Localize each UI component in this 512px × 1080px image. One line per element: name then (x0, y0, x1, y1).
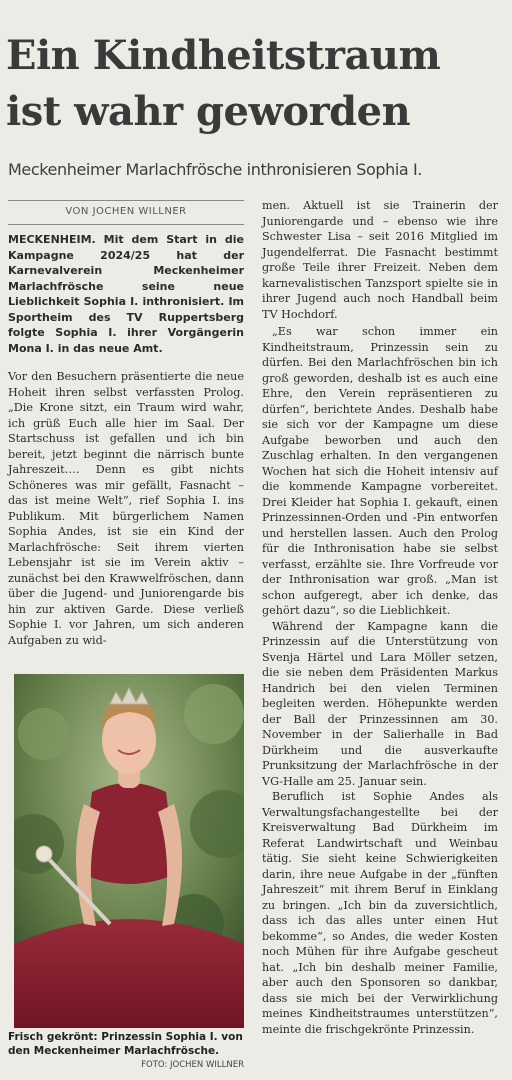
body-paragraph: Während der Kampagne kann die Prinzessin auf die Unterstützung von Svenja Härtel und Lara Möller setzen, die sie neben dem Präsidenten Markus Handrich bei den vielen Terminen begleiten werden. Höhepunkte werden der Ball der Prinzessinnen am 30. November in der Salierhalle in Bad Dürkheim und die ausverkaufte Prunksitzung der Marlachfrösche in der VG-Halle am 25. Januar sein. (262, 619, 498, 788)
photo-caption: Frisch gekrönt: Prinzessin Sophia I. von den Meckenheimer Marlachfrösche. (8, 1031, 243, 1057)
byline: VON JOCHEN WILLNER (65, 206, 187, 217)
headline (6, 28, 506, 140)
body-paragraph: „Es war schon immer ein Kindheitstraum, Prinzessin sein zu dürfen. Bei den Marlachfröschen bin ich groß geworden, deshalb ist es auch eine Ehre, den Verein repräsentieren zu dürfen“, berichtete Andes. Deshalb habe sie sich vor der Kampagne um diese Aufgabe beworben und auch den Zuschlag erhalten. In den vergangenen Wochen hat sich die Hoheit intensiv auf die kommende Kampagne vorbereitet. Drei Kleider hat Sophia I. gekauft, einen Prinzessinnen-Orden und -Pin entworfen und herstellen lassen. Auch den Prolog für die Inthronisation habe sie selbst verfasst, erzählte sie. Ihre Vorfreude vor der Inthronisation war groß. „Man ist schon aufgeregt, aber ich denke, das gehört dazu“, so die Lieblichkeit. (262, 325, 498, 617)
article-photo (14, 674, 244, 1028)
ball-gown-skirt (14, 919, 244, 1028)
headline-line-2: ist wahr geworden (6, 88, 411, 135)
subheadline: Meckenheimer Marlachfrösche inthronisieren Sophia I. (8, 160, 422, 179)
left-column (8, 232, 244, 648)
right-column (262, 198, 498, 1037)
body-paragraph: Vor den Besuchern präsentierte die neue Hoheit ihren selbst verfassten Prolog. „Die Krone sitzt, ein Traum wird wahr, ich grüß Euch alle hier im Saal. Der Startschuss ist gefallen und ich bin bereit, jetzt beginnt die närrisch bunte Jahreszeit…. Denn es gibt nichts Schöneres was mir gefällt, Fasnacht – das ist meine Welt“, rief Sophia I. ins Publikum. Mit bürgerlichem Namen Sophia Andes, ist sie ein Kind der Marlachfrösche: Seit ihrem vierten Lebensjahr ist sie im Verein aktiv – zunächst bei den Krawwelfröschen, dann über die Jugend- und Juniorengarde bis hin zur aktiven Garde. Diese verließ Sophie I. vor Jahren, um sich anderen Aufgaben zu wid- (8, 370, 244, 647)
princess-photo (14, 674, 244, 1028)
byline-rule-bottom (8, 224, 244, 225)
byline-rule-top (8, 200, 244, 201)
lead-paragraph: MECKENHEIM. Mit dem Start in die Kampagne 2024/25 hat der Karnevalverein Meckenheimer Marlachfrösche seine neue Lieblichkeit Sophia I. inthronisiert. Im Sportheim des TV Ruppertsberg folgte Sophia I. ihrer Vorgängerin Mona I. in das neue Amt. (8, 233, 244, 355)
body-paragraph: Beruflich ist Sophie Andes als Verwaltungsfachangestellte bei der Kreisverwaltung Bad Dürkheim im Referat Landwirtschaft und Weinbau tätig. Sie sieht keine Schwierigkeiten darin, ihre neue Aufgabe in der „fünften Jahreszeit“ mit ihrem Beruf in Einklang zu bringen. „Ich bin da zuversichtlich, dass ich das alles unter einen Hut bekomme“, so Andes, die weder Kosten noch Mühen für ihre Aufgabe gescheut hat. „Ich bin deshalb meiner Familie, aber auch den Sponsoren so dankbar, dass sie mich bei der Verwirklichung meines Kindheitstraumes unterstützen“, meinte die frischgekrönte Prinzessin. (262, 790, 498, 1036)
headline-line-1: Ein Kindheitstraum (6, 32, 441, 79)
photo-credit: FOTO: JOCHEN WILLNER (141, 1060, 244, 1070)
dress-bodice (82, 783, 176, 884)
body-paragraph: men. Aktuell ist sie Trainerin der Juniorengarde und – ebenso wie ihre Schwester Lisa – seit 2016 Mitglied im Jugendelferrat. Die Fasnacht bestimmt große Teile ihrer Freizeit. Neben dem karnevalistischen Tanzsport spielte sie in ihrer Jugend auch noch Handball beim TV Hochdorf. (262, 199, 498, 321)
